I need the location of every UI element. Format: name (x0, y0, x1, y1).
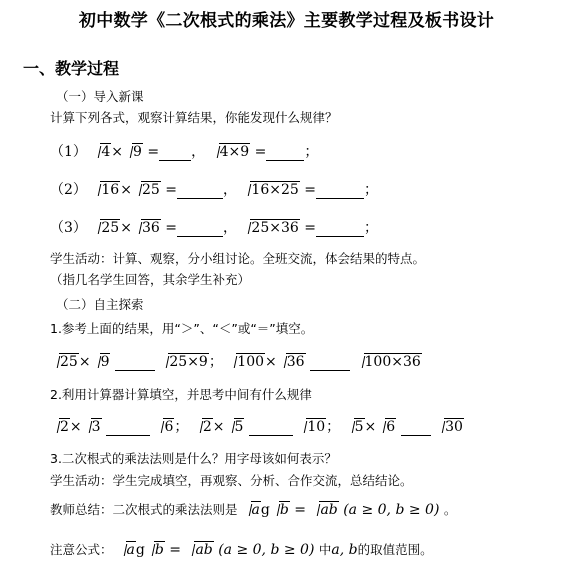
radical: 2 (194, 418, 213, 436)
intro-question: 计算下列各式，观察计算结果，你能发现什么规律？ (50, 110, 338, 125)
radical: 36 (133, 219, 161, 237)
student-activity-1: 学生活动：计算、观察，分小组讨论。全班交流，体会结果的特点。 (50, 251, 426, 266)
radical: 4 (92, 143, 111, 161)
formula-note: 注意公式： ag b = ab (a ≥ 0, b ≥ 0) 中a, b的取值范围。 (50, 542, 433, 558)
document-title: 初中数学《二次根式的乘法》主要教学过程及板书设计 (78, 11, 495, 31)
answer-blank[interactable] (316, 222, 364, 237)
compare-blank[interactable] (106, 421, 150, 436)
answer-blank[interactable] (316, 184, 364, 199)
radical: 9 (92, 353, 111, 371)
teacher-summary-label: 教师总结：二次根式的乘法法则是 (50, 502, 238, 517)
radical: 10 (298, 418, 326, 436)
radical: 30 (436, 418, 464, 436)
radical: 16 (92, 181, 120, 199)
radical: 100 (228, 353, 265, 371)
question-1: 1.参考上面的结果，用“＞”、“＜”或“＝”填空。 (50, 321, 314, 336)
radical: b (146, 541, 165, 559)
answer-blank[interactable] (159, 146, 191, 161)
note-1: （指几名学生回答，其余学生补充） (50, 272, 251, 287)
radical: 6 (377, 418, 396, 436)
radical: 25 (92, 219, 120, 237)
compare-blank[interactable] (401, 421, 431, 436)
compare-blank[interactable] (249, 421, 293, 436)
calc-number: （1） (50, 144, 87, 160)
answer-blank[interactable] (177, 184, 223, 199)
radical: b (271, 501, 290, 519)
calc-row-2: （2） 16× 25 = ， 16×25 = ； (50, 182, 378, 198)
radical: 9 (124, 143, 143, 161)
compare-row: 25× 9 25×9； 100× 36 100×36 (50, 353, 422, 371)
radical: 25×36 (242, 219, 299, 237)
calc-number: （3） (50, 220, 87, 236)
radical: 4×9 (211, 143, 251, 161)
student-activity-2: 学生活动：学生完成填空，再观察、分析、合作交流，总结结论。 (50, 473, 413, 488)
compare-blank[interactable] (115, 356, 155, 371)
answer-blank[interactable] (266, 146, 304, 161)
calc-row-1: （1） 4× 9 = ， 4×9 = ； (50, 144, 319, 160)
question-2: 2.利用计算器计算填空，并思考中间有什么规律 (50, 387, 312, 402)
radical: 25 (51, 353, 79, 371)
radical: 25 (133, 181, 161, 199)
formula-condition: (a ≥ 0, b ≥ 0) (343, 502, 440, 518)
radical: 36 (278, 353, 306, 371)
subsection-heading-intro: （一）导入新课 (56, 89, 144, 104)
radical: a (243, 501, 261, 519)
radical: a (118, 541, 136, 559)
radical: 2 (51, 418, 70, 436)
note-variables: a, b (331, 542, 358, 558)
radical: 3 (83, 418, 102, 436)
radical: ab (311, 501, 338, 519)
teacher-summary: 教师总结：二次根式的乘法法则是 ag b = ab (a ≥ 0, b ≥ 0) 。 (50, 502, 457, 518)
subsection-heading-explore: （二）自主探索 (56, 297, 144, 312)
radical: 100×36 (356, 353, 422, 371)
question-3: 3.二次根式的乘法法则是什么？用字母该如何表示？ (50, 451, 337, 466)
formula-condition: (a ≥ 0, b ≥ 0) (218, 542, 315, 558)
radical: 5 (226, 418, 245, 436)
radical: 6 (155, 418, 174, 436)
radical: 5 (346, 418, 365, 436)
calc-row-3: （3） 25× 36 = ， 25×36 = ； (50, 220, 378, 236)
radical: ab (186, 541, 213, 559)
calc-number: （2） (50, 182, 87, 198)
section-heading: 一、教学过程 (23, 59, 120, 78)
calculator-row: 2× 3 6； 2× 5 10； 5× 6 30 (50, 418, 464, 436)
radical: 25×9 (160, 353, 208, 371)
radical: 16×25 (242, 181, 299, 199)
note-label: 注意公式： (50, 542, 113, 557)
answer-blank[interactable] (177, 222, 223, 237)
compare-blank[interactable] (310, 356, 350, 371)
